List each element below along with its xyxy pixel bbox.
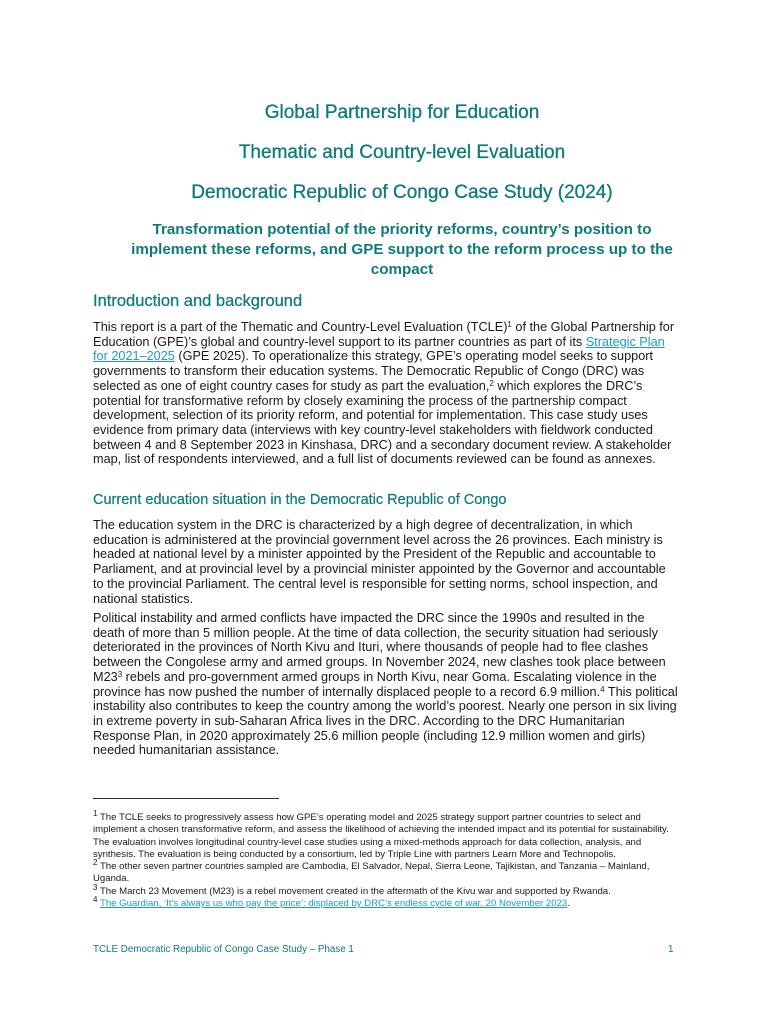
guardian-article-link[interactable]: The Guardian, ‘It’s always us who pay the price’: displaced by DRC’s endless cycle of war, 20 November 2023	[99, 898, 568, 910]
current-situation-heading: Current education situation in the Democratic Republic of Congo	[93, 492, 507, 508]
page-number: 1	[668, 944, 674, 955]
footnote-2: $^2$ The other seven partner countries sampled are Cambodia, El Salvador, Nepal, Sierra Leone, Tajikistan, and Tanzania – Mainland, Uganda.	[93, 858, 650, 885]
strategic-plan-link[interactable]: Strategic Plan for 2021–2025	[93, 334, 665, 364]
footnote-ref-2[interactable]: 2	[489, 378, 494, 388]
footer-document-title: TCLE Democratic Republic of Congo Case Study – Phase 1	[93, 944, 354, 955]
footnote-1: $^1$ The TCLE seeks to progressively assess how GPE’s operating model and 2025 strategy support partner countries to select and implement a chosen transformative reform, and assess the likelihood of achieving the intended impact and its potential for sustainability. The evaluation involves longitudinal country-level case studies using a mixed-methods approach for data collection, analysis, and synthesis. The evaluation is being conducted by a consortium, led by Triple Line with partners Learn More and Technopolis.	[93, 809, 669, 860]
footnote-3: $^3$ The March 23 Movement (M23) is a rebel movement created in the aftermath of the Kivu war and supported by Rwanda.	[93, 882, 611, 897]
footnote-ref-1[interactable]: 1	[507, 320, 512, 329]
title-line-1: Global Partnership for Education	[264, 102, 540, 123]
intro-heading: Introduction and background	[93, 292, 303, 310]
intro-paragraph: This report is a part of the Thematic and Country-Level Evaluation (TCLE)$^1$ of the Global Partnership for Education (GPE)’s global and country-level support to its partner countries as part of its Strategic Plan for 2021–2025 (GPE 2025). To operationalize this strategy, GPE’s operating model seeks to support governments to transform their education systems. The Democratic Republic of Congo (DRC) was selected as one of eight country cases for study as part the evaluation,$^2$ which explores the DRC’s potential for transformative reform by closely examining the process of the partnership compact development, selection of its priority reform, and potential for implementation. This case study uses evidence from primary data (interviews with key country-level stakeholders with fieldwork conducted between 4 and 8 September 2023 in Kinshasa, DRC) and a secondary document review. A stakeholder map, list of respondents interviewed, and a full list of documents reviewed can be found as annexes.	[93, 320, 675, 467]
title-line-2: Thematic and Country-level Evaluation	[238, 142, 566, 163]
footnote-4: $^4$ The Guardian, ‘It’s always us who pay the price’: displaced by DRC’s endless cycle of war, 20 November 2023.	[93, 895, 570, 910]
document-subtitle: Transformation potential of the priority reforms, country’s position to implement these reforms, and GPE support to the reform process up to the compact	[131, 221, 673, 278]
footnote-ref-3[interactable]: 3	[117, 669, 123, 679]
footnotes	[93, 809, 678, 910]
political-instability-paragraph: Political instability and armed conflicts have impacted the DRC since the 1990s and resulted in the death of more than 5 million people. At the time of data collection, the security situation had seriously deteriorated in the provinces of North Kivu and Ituri, where thousands of people had to flee clashes between the Congolese army and armed groups. In November 2024, new clashes took place between $M23^3$ rebels and pro-government armed groups in North Kivu, near Goma. Escalating violence in the province has now pushed the number of internally displaced people to a record 6.9 million.$^4$ This political instability also contributes to keep the country among the world’s poorest. Nearly one person in six living in extreme poverty in sub-Saharan Africa lives in the DRC. According to the DRC Humanitarian Response Plan, in 2020 approximately 25.6 million people (including 12.9 million women and girls) needed humanitarian assistance.	[93, 611, 678, 758]
footnote-ref-4[interactable]: 4	[600, 684, 605, 694]
footnote-divider	[93, 798, 279, 799]
education-system-paragraph: The education system in the DRC is characterized by a high degree of decentralization, in which education is administered at the provincial government level across the 26 provinces. Each ministry is headed at national level by a minister appointed by the President of the Republic and accountable to Parliament, and at provincial level by a provincial minister appointed by the Governor and accountable to the provincial Parliament. The central level is responsible for setting norms, school inspection, and national statistics.	[93, 518, 666, 606]
title-line-3: Democratic Republic of Congo Case Study (2024)	[191, 182, 613, 203]
